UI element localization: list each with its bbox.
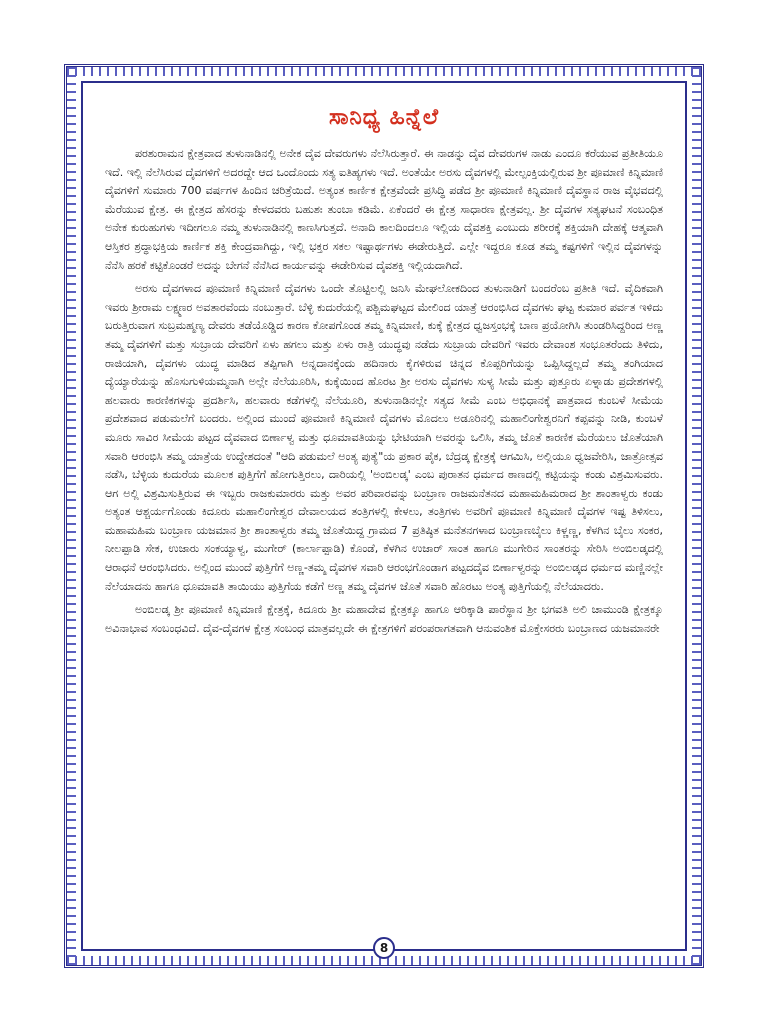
- content-frame: [81, 81, 687, 955]
- paragraph-1: ಪರಶುರಾಮನ ಕ್ಷೇತ್ರವಾದ ತುಳುನಾಡಿನಲ್ಲಿ ಅನೇಕ ದೈವ ದೇವರುಗಳು ನೆಲೆಸಿರುತ್ತಾರೆ. ಈ ನಾಡನ್ನು ದೈವ ದೇವರುಗಳ ನಾಡು ಎಂದೂ ಕರೆಯುವ ಪ್ರತೀತಿಯೂ ಇದೆ. ಇಲ್ಲಿ ನೆಲೆಸಿರುವ ದೈವಗಳಿಗೆ ಅದರದ್ದೇ ಆದ ಒಂದೊಂದು ಸತ್ಯ ಐತಿಹ್ಯಗಳು ಇದೆ. ಅಂತೆಯೇ ಅರಸು ದೈವಗಳಲ್ಲಿ ಮೇಲ್ಪಂಕ್ತಿಯಲ್ಲಿರುವ ಶ್ರೀ ಪೂಮಾಣಿ ಕಿನ್ನಿಮಾಣಿ ದೈವಗಳಿಗೆ ಸುಮಾರು 700 ವರ್ಷಗಳ ಹಿಂದಿನ ಚರಿತ್ರೆಯಿದೆ. ಅತ್ಯಂತ ಕಾರ್ಣಿಕ ಕ್ಷೇತ್ರವೆಂದೇ ಪ್ರಸಿದ್ಧಿ ಪಡೆದ ಶ್ರೀ ಪೂಮಾಣಿ ಕಿನ್ನಿಮಾಣಿ ದೈವಸ್ಥಾನ ರಾಜ ವೈಭವದಲ್ಲಿ ಮೆರೆಯುವ ಕ್ಷೇತ್ರ. ಈ ಕ್ಷೇತ್ರದ ಹೆಸರನ್ನು ಕೇಳದವರು ಬಹುಶಃ ತುಂಬಾ ಕಡಿಮೆ. ಏಕೆಂದರೆ ಈ ಕ್ಷೇತ್ರ ಸಾಧಾರಣ ಕ್ಷೇತ್ರವಲ್ಲ. ಶ್ರೀ ದೈವಗಳ ಸತ್ಯಘಟನೆ ಸಂಬಂಧಿತ ಅನೇಕ ಕುರುಹುಗಳು ಇದೀಗಲೂ ನಮ್ಮ ತುಳುನಾಡಿನಲ್ಲಿ ಕಾಣಸಿಗುತ್ತದೆ. ಅನಾದಿ ಕಾಲದಿಂದಲೂ ಇಲ್ಲಿಯ ದೈವಶಕ್ತಿ ಎಂಬುದು ಶರೀರಕ್ಕೆ ಶಕ್ತಿಯಾಗಿ ದೇಹಕ್ಕೆ ಆತ್ಮವಾಗಿ ಆಸ್ತಿಕರ ಶ್ರದ್ಧಾಭಕ್ತಿಯ ಕಾರ್ಣಿಕ ಶಕ್ತಿ ಕೇಂದ್ರವಾಗಿದ್ದು, ಇಲ್ಲಿ ಭಕ್ತರ ಸಕಲ ಇಷ್ಟಾರ್ಥಗಳು ಈಡೇರುತ್ತಿದೆ. ಎಲ್ಲೇ ಇದ್ದರೂ ಕೂಡ ತಮ್ಮ ಕಷ್ಟಗಳಿಗೆ ಇಲ್ಲಿನ ದೈವಗಳನ್ನು ನೆನೆಸಿ ಹರಕೆ ಕಟ್ಟಿಕೊಂಡರೆ ಅದನ್ನು ಬೇಗನೆ ನೆನೆಸಿದ ಕಾರ್ಯವನ್ನು ಈಡೇರಿಸುವ ದೈವಶಕ್ತಿ ಇಲ್ಲಿಯದಾಗಿದೆ.: [105, 147, 663, 272]
- page-title: ಸಾನಿಧ್ಯ ಹಿನ್ನೆಲೆ: [329, 105, 439, 130]
- paragraph-2: ಅರಸು ದೈವಗಳಾದ ಪೂಮಾಣಿ ಕಿನ್ನಿಮಾಣಿ ದೈವಗಳು ಒಂದೇ ತೊಟ್ಟಿಲಲ್ಲಿ ಜನಿಸಿ ಮೇಘಲೋಕದಿಂದ ತುಳುನಾಡಿಗೆ ಬಂದರೆಂಬ ಪ್ರತೀತಿ ಇದೆ. ವೈದಿಕವಾಗಿ ಇವರು ಶ್ರೀರಾಮ ಲಕ್ಷ್ಮಣರ ಅವತಾರವೆಂದು ನಂಬುತ್ತಾರೆ. ಬೆಳ್ಳಿ ಕುದುರೆಯಲ್ಲಿ ಪಶ್ಚಿಮಘಟ್ಟದ ಮೇಲಿಂದ ಯಾತ್ರೆ ಆರಂಭಿಸಿದ ದೈವಗಳು ಘಟ್ಟ ಕುಮಾರ ಪರ್ವತ ಇಳಿದು ಬರುತ್ತಿರುವಾಗ ಸುಬ್ರಮಹ್ಮಣ್ಯ ದೇವರು ತಡೆಯೊಡ್ಡಿದ ಕಾರಣ ಕೋಪಗೊಂಡ ತಮ್ಮ ಕಿನ್ನಿಮಾಣಿ, ಕುಕ್ಕೆ ಕ್ಷೇತ್ರದ ಧ್ವಜಸ್ತಂಭಕ್ಕೆ ಬಾಣ ಪ್ರಯೋಗಿಸಿ ತುಂಡರಿಸಿದ್ದರಿಂದ ಅಣ್ಣ ತಮ್ಮ ದೈವಗಳಿಗೆ ಮತ್ತು ಸುಬ್ರಾಯ ದೇವರಿಗೆ ಏಳು ಹಗಲು ಮತ್ತು ಏಳು ರಾತ್ರಿ ಯುದ್ಧವು ನಡೆದು ಸುಬ್ರಾಯ ದೇವರಿಗೆ ಇವರು ದೇವಾಂಶ ಸಂಭೂತರೆಂದು ತಿಳಿದು, ರಾಜಿಯಾಗಿ, ದೈವಗಳು ಯುದ್ಧ ಮಾಡಿದ ತಪ್ಪಿಗಾಗಿ ಅನ್ನದಾನಕ್ಕೆಂದು ಹದಿನಾರು ಕೈಗಳಿರುವ ಚಿನ್ನದ ಕೊಪ್ಪರಿಗೆಯನ್ನು ಒಪ್ಪಿಸಿದ್ದಲ್ಲದೆ ತಮ್ಮ ತಂಗಿಯಾದ ದ್ಯೆಯ್ಯಾರೆಯನ್ನು ಹೊಸುಗುಳಿಯಮ್ಮನಾಗಿ ಅಲ್ಲೇ ನೆಲೆಯೂರಿಸಿ, ಕುಕ್ಕೆಯಿಂದ ಹೊರಟ ಶ್ರೀ ಅರಸು ದೈವಗಳು ಸುಳ್ಯ ಸೀಮೆ ಮತ್ತು ಪುತ್ತೂರು ಏಳ್ನಾಡು ಪ್ರದೇಶಗಳಲ್ಲಿ ಹಲವಾರು ಕಾರಣಿಕಗಳನ್ನು ಪ್ರದರ್ಶಿಸಿ, ಹಲವಾರು ಕಡೆಗಳಲ್ಲಿ ನೆಲೆಯೂರಿ, ತುಳುನಾಡಿನಲ್ಲೇ ಸತ್ಯದ ಸೀಮೆ ಎಂಬ ಅಭಿಧಾನಕ್ಕೆ ಪಾತ್ರವಾದ ಕುಂಬಳೆ ಸೀಮೆಯ ಪ್ರದೇಶವಾದ ಪಡುಮಲೆಗೆ ಬಂದರು. ಅಲ್ಲಿಂದ ಮುಂದೆ ಪೂಮಾಣಿ ಕಿನ್ನಿಮಾಣಿ ದೈವಗಳು ಮೊದಲು ಅಡೂರಿನಲ್ಲಿ ಮಹಾಲಿಂಗೇಶ್ವರನಿಗೆ ಕಪ್ಪವನ್ನು ನೀಡಿ, ಕುಂಬಳೆ ಮೂರು ಸಾವಿರ ಸೀಮೆಯ ಪಟ್ಟದ ದೈವವಾದ ಬಿರ್ಣಾಳ್ವ ಮತ್ತು ಧೂಮಾವತಿಯನ್ನು ಭೇಟಿಯಾಗಿ ಅವರನ್ನು ಒಲಿಸಿ, ತಮ್ಮ ಜೊತೆ ಕಾರಣಿಕ ಮೆರೆಯಲು ಜೊತೆಯಾಗಿ ಸವಾರಿ ಆರಂಭಿಸಿ ತಮ್ಮ ಯಾತ್ರೆಯ ಉದ್ದೇಶದಂತೆ "ಆದಿ ಪಡುಮಲೆ ಅಂತ್ಯ ಪುತ್ಯೆ"ಯ ಪ್ರಕಾರ ಪೈಕ, ಬೆದ್ರಡ್ಕ ಕ್ಷೇತ್ರಕ್ಕೆ ಆಗಮಿಸಿ, ಅಲ್ಲಿಯೂ ಧ್ವಜವೇರಿಸಿ, ಜಾತ್ರೋತ್ಸವ ನಡೆಸಿ, ಬೆಳ್ಳಿಯ ಕುದುರೆಯ ಮೂಲಕ ಪುತ್ತಿಗೆಗೆ ಹೋಗುತ್ತಿರಲು, ದಾರಿಯಲ್ಲಿ 'ಅಂಬಿಲಡ್ಕ' ಎಂಬ ಪುರಾತನ ಧರ್ಮದ ಠಾಣದಲ್ಲಿ ಕಟ್ಟಿಯನ್ನು ಕಂಡು ವಿಶ್ರಮಿಸುವರು. ಆಗ ಅಲ್ಲಿ ವಿಶ್ರಮಿಸುತ್ತಿರುವ ಈ ಇಬ್ಬರು ರಾಜಕುಮಾರರು ಮತ್ತು ಅವರ ಪರಿವಾರವನ್ನು ಬಂಬ್ರಾಣ ರಾಜಮನೆತನದ ಮಹಾಮಹಿಮರಾದ ಶ್ರೀ ಶಾಂತಾಳ್ವರು ಕಂಡು ಅತ್ಯಂತ ಆಶ್ಚರ್ಯಗೊಂಡು ಕಿದೂರು ಮಹಾಲಿಂಗೇಶ್ವರ ದೇವಾಲಯದ ತಂತ್ರಿಗಳಲ್ಲಿ ಕೇಳಲು, ತಂತ್ರಿಗಳು ಅವರಿಗೆ ಪೂಮಾಣಿ ಕಿನ್ನಿಮಾಣಿ ದೈವಗಳ ಇಷ್ಟ ತಿಳಿಸಲು, ಮಹಾಮಹಿಮ ಬಂಬ್ರಾಣ ಯಜಮಾನ ಶ್ರೀ ಶಾಂತಾಳ್ವರು ತಮ್ಮ ಜೊತೆಯಿದ್ದ ಗ್ರಾಮದ 7 ಪ್ರತಿಷ್ಠಿತ ಮನೆತನಗಳಾದ ಬಂಬ್ರಾಣಬೈಲು ಕಿಳ್ಣಣ್ಣ, ಕೆಳಗಿನ ಬೈಲು ಸಂಕರ, ನೀಲಪ್ಪಾಡಿ ಸೇಕ, ಉಜಾರು ಸಂಕಯ್ಯಾಳ್ವ, ಮುಗೇರ್ (ಕಾರ್ಲಾಪ್ಪಾಡಿ) ಕೊಂಡೆ, ಕೆಳಗಿನ ಉಜಾರ್ ಸಾಂತ ಹಾಗೂ ಮುಗೇರಿನ ಸಾಂತರನ್ನು ಸೇರಿಸಿ ಅಂಬಿಲಡ್ಕದಲ್ಲಿ ಆರಾಧನೆ ಆರಂಭಿಸಿದರು. ಅಲ್ಲಿಂದ ಮುಂದೆ ಪುತ್ತಿಗೆಗೆ ಅಣ್ಣ-ತಮ್ಮ ದೈವಗಳ ಸವಾರಿ ಆರಂಭಗೊಂಡಾಗ ಪಟ್ಟದದೈವ ಬಿರ್ಣಾಳ್ವರನ್ನು ಅಂಬಿಲಡ್ಕದ ಧರ್ಮದ ಮಣ್ಣಿನಲ್ಲೇ ನೆಲೆಯಾದನು ಹಾಗೂ ಧೂಮಾವತಿ ತಾಯಿಯು ಪುತ್ತಿಗೆಯ ಕಡೆಗೆ ಅಣ್ಣ ತಮ್ಮ ದೈವಗಳ ಜೊತೆ ಸವಾರಿ ಹೊರಟು ಅಂತ್ಯ ಪುತ್ತಿಗೆಯಲ್ಲಿ ನೆಲೆಯಾದರು.: [105, 282, 663, 593]
- paragraph-3: ಅಂಬಿಲಡ್ಕ ಶ್ರೀ ಪೂಮಾಣಿ ಕಿನ್ನಿಮಾಣಿ ಕ್ಷೇತ್ರಕ್ಕೆ, ಕಿದೂರು ಶ್ರೀ ಮಹಾದೇವ ಕ್ಷೇತ್ರಕ್ಕೂ ಹಾಗೂ ಆರಿಕ್ಕಾಡಿ ಪಾರೆಸ್ಥಾನ ಶ್ರೀ ಭಗವತಿ ಅಲಿ ಚಾಮುಂಡಿ ಕ್ಷೇತ್ರಕ್ಕೂ ಅವಿನಾಭಾವ ಸಂಬಂಧವಿದೆ. ದೈವ-ದೈವಗಳ ಕ್ಷೇತ್ರ ಸಂಬಂಧ ಮಾತ್ರವಲ್ಲದೇ ಈ ಕ್ಷೇತ್ರಗಳಿಗೆ ಪರಂಪರಾಗತವಾಗಿ ಆನುವಂಶಿಕ ಮೊಕ್ತೇಸರರು ಬಂಬ್ರಾಣದ ಯಜಮಾನರೇ: [105, 603, 663, 635]
- body-text: [105, 145, 663, 643]
- page-number: 8: [373, 937, 395, 959]
- decorative-border: [64, 64, 704, 968]
